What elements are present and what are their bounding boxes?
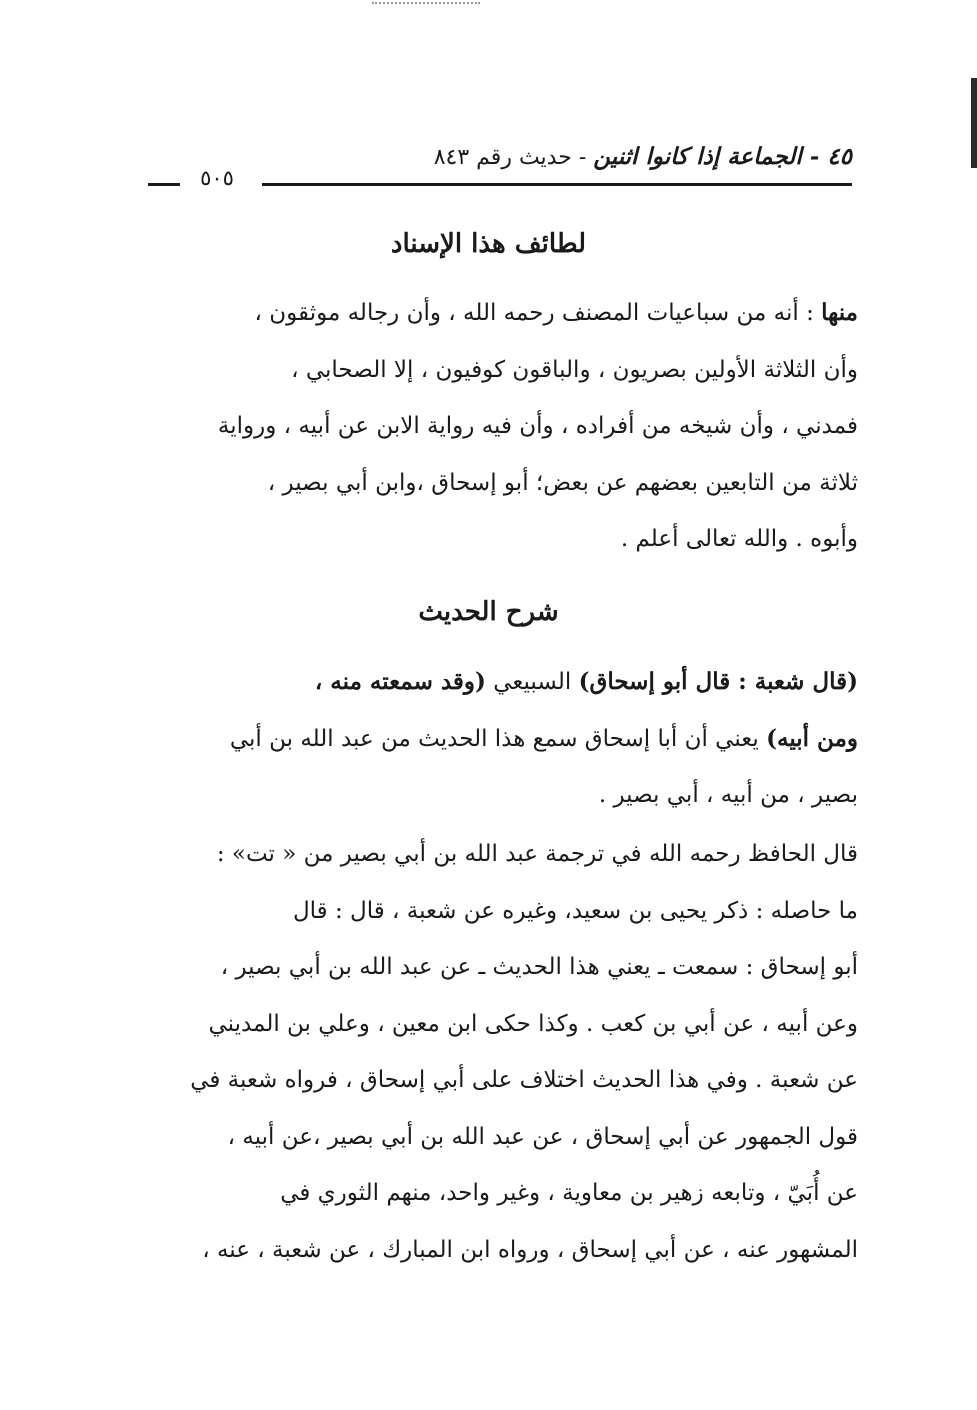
text-line: وعن أبيه ، عن أبي بن كعب . وكذا حكى ابن معين ، وعلي بن المديني xyxy=(208,1010,858,1037)
text-line: وأبوه . والله تعالى أعلم . xyxy=(620,526,858,552)
section-heading-isnad: لطائف هذا الإسناد xyxy=(390,229,587,259)
text-line: وأن الثلاثة الأولين بصريون ، والباقون كوفيون ، إلا الصحابي ، xyxy=(291,356,858,383)
text-line: ما حاصله : ذكر يحيى بن سعيد، وغيره عن شعبة ، قال : قال xyxy=(292,897,858,924)
paragraph-isnad-notes xyxy=(150,285,858,568)
paragraph-hafiz-quote xyxy=(150,826,858,1278)
hadith-number: حديث رقم ٨٤٣ xyxy=(433,145,572,170)
text-line: أبو إسحاق : سمعت ـ يعني هذا الحديث ـ عن عبد الله بن أبي بصير ، xyxy=(220,954,858,980)
paragraph-commentary-intro xyxy=(150,654,858,824)
section-heading-sharh: شرح الحديث xyxy=(418,597,559,627)
text-line: عن شعبة . وفي هذا الحديث اختلاف على أبي إسحاق ، فرواه شعبة في xyxy=(190,1067,858,1093)
text-line: قال الحافظ رحمه الله في ترجمة عبد الله بن أبي بصير من « تت» : xyxy=(216,841,858,867)
text-line: ومن أبيه) يعني أن أبا إسحاق سمع هذا الحديث من عبد الله بن أبي xyxy=(229,724,858,752)
text-line: فمدني ، وأن شيخه من أفراده ، وأن فيه رواية الابن عن أبيه ، ورواية xyxy=(217,413,858,439)
text-line: عن أُبَيّ ، وتابعه زهير بن معاوية ، وغير واحد، منهم الثوري في xyxy=(280,1180,858,1206)
text-line: المشهور عنه ، عن أبي إسحاق ، ورواه ابن المبارك ، عن شعبة ، عنه ، xyxy=(202,1236,858,1263)
page-number: ٥٠٥ xyxy=(200,166,234,190)
header-rule xyxy=(262,183,852,186)
top-scan-mark xyxy=(372,2,480,4)
text-line: قول الجمهور عن أبي إسحاق ، عن عبد الله بن أبي بصير ،عن أبيه ، xyxy=(227,1123,858,1150)
text-line: بصير ، من أبيه ، أبي بصير . xyxy=(598,782,858,808)
page-number-rule xyxy=(148,183,180,186)
text-line: ثلاثة من التابعين بعضهم عن بعض؛ أبو إسحاق ،وابن أبي بصير ، xyxy=(267,469,858,496)
header-separator: - xyxy=(571,145,594,170)
binding-edge xyxy=(971,78,977,168)
running-header xyxy=(140,140,852,192)
text-line: منها : أنه من سباعيات المصنف رحمه الله ، وأن رجاله موثقون ، xyxy=(254,299,858,326)
text-line: (قال شعبة : قال أبو إسحاق) السبيعي (وقد سمعته منه ، xyxy=(314,668,858,695)
lead-word: منها xyxy=(821,299,858,326)
header-title xyxy=(434,140,852,175)
chapter-title: ٤٥ - الجماعة إذا كانوا اثنين xyxy=(593,143,852,170)
